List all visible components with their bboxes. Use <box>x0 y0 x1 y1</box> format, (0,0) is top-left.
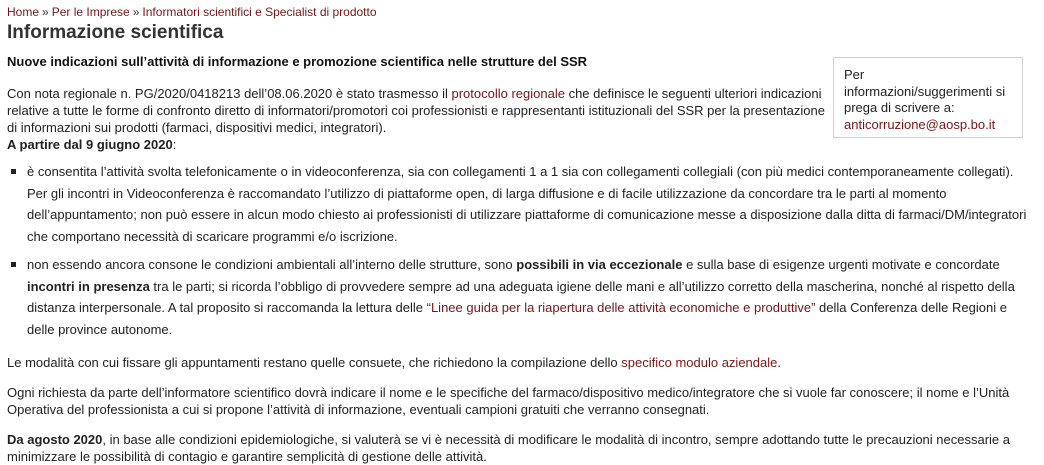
bullet-bold-exceptional: possibili in via eccezionale <box>516 257 683 272</box>
linee-guida-link[interactable]: “Linee guida per la riapertura delle attività economiche e produttive” <box>426 300 816 315</box>
breadcrumb <box>7 5 377 20</box>
modalities-paragraph <box>7 354 1029 371</box>
breadcrumb-separator: » <box>42 5 49 19</box>
bullet-bold-in-person: incontri in presenza <box>27 278 150 294</box>
breadcrumb-home-link[interactable]: Home <box>7 5 40 19</box>
august-paragraph <box>7 432 1029 465</box>
start-date-label: A partire dal 9 giugno 2020 <box>7 137 173 152</box>
start-date-suffix: : <box>172 137 177 152</box>
august-label: Da agosto 2020 <box>7 432 103 447</box>
rules-list <box>7 161 1029 340</box>
august-text: , in base alle condizioni epidemiologiche, si valuterà se vi è necessità di modificare le modalità di incontro, sempre adottando tutte le precauzioni necessarie a minimizzare le possibilità di contagio e garantire semplicità di gestione delle attività. <box>7 432 1010 464</box>
modalities-suffix: . <box>777 355 781 370</box>
request-paragraph: Ogni richiesta da parte dell’informatore scientifico dovrà indicare il nome e le specifiche del farmaco/dispositivo medico/integratore che si vuole far conoscere; il nome e l’Unità Operativa del professionista a cui si propone l’attività di informazione, eventuali campioni gratuiti che verranno consegnati. <box>7 385 1010 417</box>
modalities-text: Le modalità con cui fissare gli appuntamenti restano quelle consuete, che richiedono la compilazione dello <box>7 355 622 370</box>
bullet-text-part2: e sulla base di esigenze urgenti motivate e concordate <box>682 257 1000 272</box>
protocollo-regionale-link[interactable]: protocollo regionale <box>451 86 565 101</box>
bullet-marker <box>11 262 16 267</box>
bullet-text-part3: tra le parti; si ricorda l’obbligo di provvedere sempre ad una adeguata igiene delle mani e all’utilizzo corretto della mascherina, nonché al rispetto della distanza interpersonale. A tal proposito si raccomanda la lettura delle <box>27 278 1015 315</box>
page-title: Informazione scientifica <box>7 22 224 43</box>
contact-email-link[interactable]: anticorruzione@aosp.bo.it <box>844 116 996 132</box>
article-body <box>7 85 1029 465</box>
contact-text: Per informazioni/suggerimenti si prega di scrivere a: <box>844 67 1006 115</box>
breadcrumb-per-le-imprese-link[interactable]: Per le Imprese <box>51 5 130 19</box>
bullet-text-part4: della Conferenza delle Regioni e delle province autonome. <box>27 300 1007 337</box>
list-item <box>7 161 1029 247</box>
article-title: Nuove indicazioni sull’attività di informazione e promozione scientifica nelle strutture del SSR <box>7 54 588 69</box>
bullet-text: è consentita l’attività svolta telefonicamente o in videoconferenza, sia con collegamenti 1 a 1 sia con collegamenti collegiali (con più medici contemporaneamente collegati). Per gli incontri in Videoconferenza è raccomandato l’utilizzo di piattaforme open, di larga diffusione e di facile utilizzazione da concordare tra le parti al momento dell’appuntamento; non può essere in alcun modo chiesto ai professionisti di utilizzare piattaforme di comunicazione messe a disposizione dalla ditta di farmaci/DM/integratori che comportano necessità di scaricare programmi e/o iscrizione. <box>27 164 1027 244</box>
list-item <box>7 254 1029 340</box>
intro-paragraph <box>7 85 825 153</box>
intro-text-part2: che definisce le seguenti ulteriori indicazioni relative a tutte le forme di confronto diretto di informatori/promotori coi professionisti e rappresentanti istituzionali del SSR per la presentazione di informazioni sui prodotti (farmaci, dispositivi medici, integratori). <box>7 86 825 135</box>
breadcrumb-informatori-link[interactable]: Informatori scientifici e Specialist di prodotto <box>142 5 377 19</box>
bullet-marker <box>11 169 16 174</box>
breadcrumb-separator: » <box>132 5 140 19</box>
modulo-aziendale-link[interactable]: specifico modulo aziendale <box>621 355 778 370</box>
intro-text-part1: Con nota regionale n. PG/2020/0418213 dell’08.06.2020 è stato trasmesso il <box>7 86 452 101</box>
bullet-text-part1: non essendo ancora consone le condizioni ambientali all’interno delle strutture, sono <box>27 257 517 272</box>
